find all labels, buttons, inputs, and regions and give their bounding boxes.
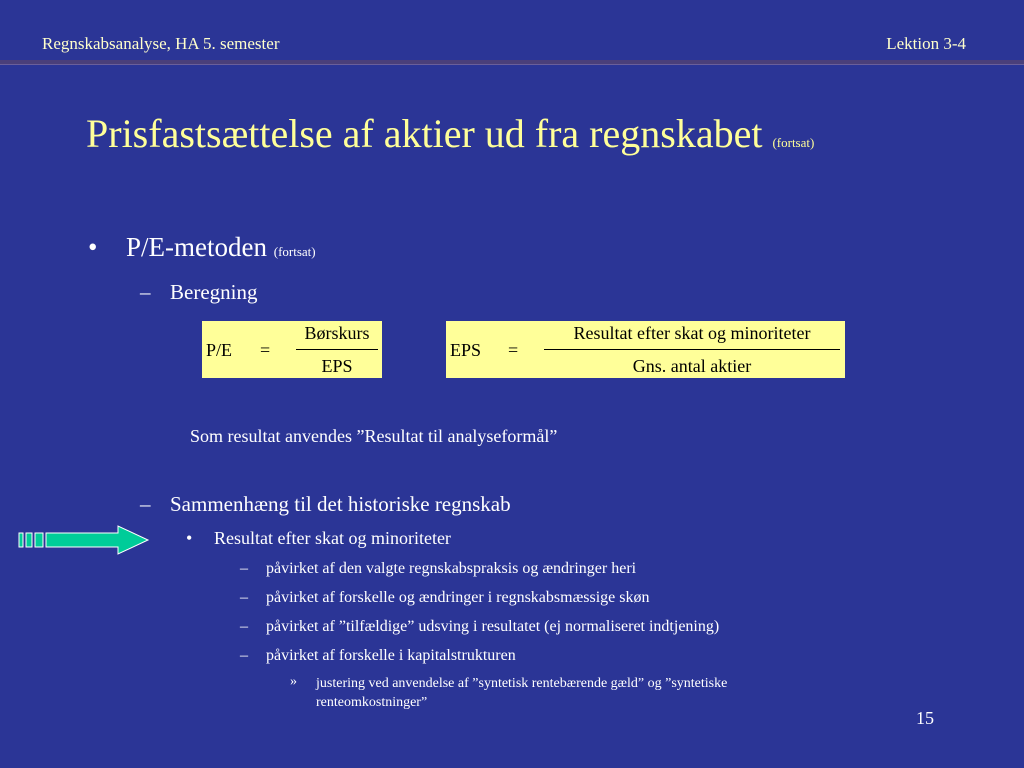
sub-sub-item-label: justering ved anvendelse af ”syntetisk rentebærende gæld” og ”syntetiske renteomkostninger” <box>316 676 728 710</box>
dash-marker: – <box>240 647 248 664</box>
sub-sub-item-adjustment <box>290 674 830 712</box>
header-course: Regnskabsanalyse, HA 5. semester <box>42 34 280 53</box>
bullet-marker: • <box>186 528 193 548</box>
bullet-marker: • <box>88 232 98 262</box>
sub-bullet-label: Resultat efter skat og minoriteter <box>214 528 451 548</box>
sub-item-label: Sammenhæng til det historiske regnskab <box>170 492 511 516</box>
slide-title-main: Prisfastsættelse af aktier ud fra regnskabet <box>86 111 763 156</box>
chevron-marker: » <box>290 674 297 689</box>
dash-marker: – <box>240 618 248 635</box>
arrow-pointer <box>18 524 150 561</box>
eps-formula-denominator: Gns. antal aktier <box>632 356 752 376</box>
eps-formula-equals: = <box>508 340 519 360</box>
header-divider <box>0 60 1024 65</box>
pe-formula-box <box>202 321 382 378</box>
eps-fraction-bar <box>544 349 840 350</box>
sub-bullet-result <box>186 528 451 549</box>
eps-formula-box <box>446 321 845 378</box>
pe-formula-lhs: P/E <box>206 340 233 360</box>
list-item <box>240 560 636 578</box>
pe-formula-numerator: Børskurs <box>304 323 370 343</box>
pe-formula-denominator: EPS <box>321 356 353 376</box>
sub-item-calculation <box>140 280 257 305</box>
dash-marker: – <box>140 280 151 304</box>
list-item-label: påvirket af forskelle i kapitalstrukturen <box>266 647 516 664</box>
list-item <box>240 589 649 607</box>
eps-formula-lhs: EPS <box>450 340 482 360</box>
list-item <box>240 618 719 636</box>
sub-item-historical <box>140 492 511 517</box>
pe-fraction-bar <box>296 349 378 350</box>
slide-title-suffix: (fortsat) <box>772 135 815 150</box>
page-number: 15 <box>916 708 934 728</box>
list-item-label: påvirket af ”tilfældige” udsving i resultatet (ej normaliseret indtjening) <box>266 618 720 635</box>
list-item-label: påvirket af den valgte regnskabspraksis og ændringer heri <box>266 560 637 577</box>
eps-formula-numerator: Resultat efter skat og minoriteter <box>573 323 811 343</box>
list-item-label: påvirket af forskelle og ændringer i regnskabsmæssige skøn <box>266 589 650 606</box>
result-note: Som resultat anvendes ”Resultat til analyseformål” <box>190 426 558 446</box>
dash-marker: – <box>240 589 248 606</box>
right-arrow-icon <box>18 524 150 556</box>
sub-item-label: Beregning <box>170 280 258 304</box>
header-lecture: Lektion 3-4 <box>886 34 966 53</box>
bullet-pe-method <box>88 232 316 263</box>
slide-title <box>86 110 814 157</box>
pe-formula-equals: = <box>260 340 271 360</box>
bullet-suffix: (fortsat) <box>273 244 316 259</box>
list-item <box>240 647 516 665</box>
bullet-label: P/E-metoden <box>126 232 267 262</box>
dash-marker: – <box>140 492 151 516</box>
dash-marker: – <box>240 560 248 577</box>
